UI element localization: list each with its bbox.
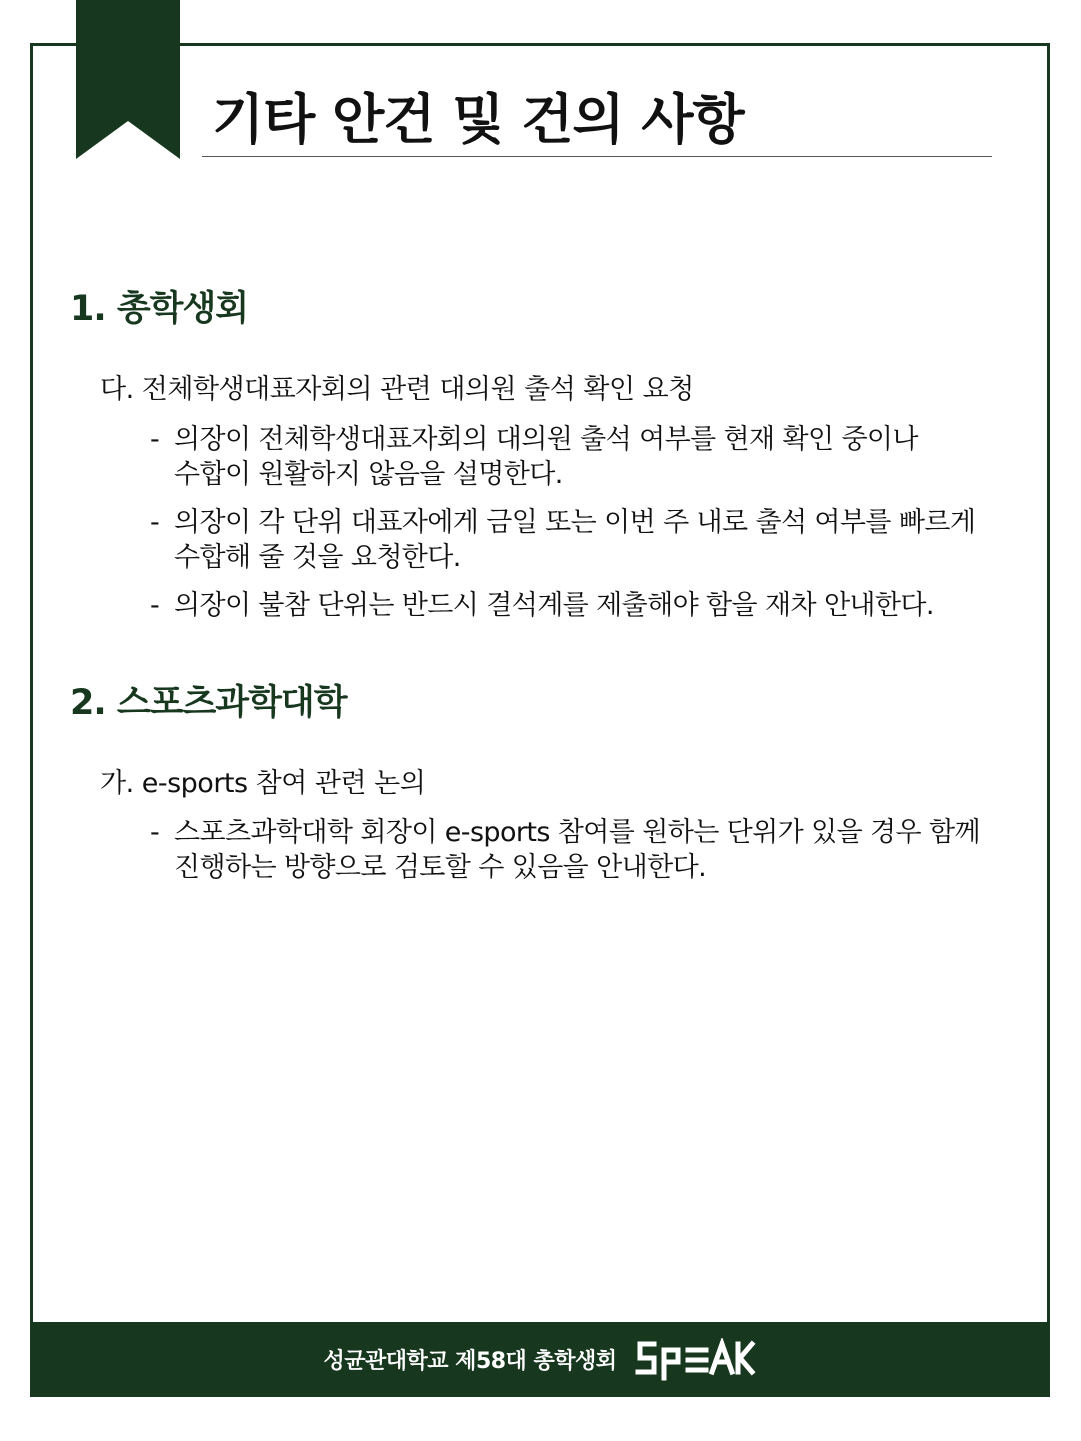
footer-bar xyxy=(30,1322,1050,1397)
bullet-line: 진행하는 방향으로 검토할 수 있음을 안내한다. xyxy=(174,852,707,883)
bullet-item xyxy=(150,815,1030,885)
section-title-sports-science: 2. 스포츠과학대학 xyxy=(70,683,347,723)
bullet-line: 수합이 원활하지 않음을 설명한다. xyxy=(174,459,563,490)
bullet-dash: - xyxy=(150,817,160,848)
bullet-line: 의장이 전체학생대표자회의 대의원 출석 여부를 현재 확인 중이나 xyxy=(174,424,918,455)
bullet-dash: - xyxy=(150,507,160,538)
footer-organization-text: 성균관대학교 제58대 총학생회 xyxy=(323,1349,617,1374)
bullet-line: 의장이 각 단위 대표자에게 금일 또는 이번 주 내로 출석 여부를 빠르게 xyxy=(174,507,976,538)
bookmark-ribbon-icon xyxy=(76,0,180,159)
section-subhead-esports: 가. e-sports 참여 관련 논의 xyxy=(100,768,426,799)
bullet-line: 스포츠과학대학 회장이 e-sports 참여를 원하는 단위가 있을 경우 함께 xyxy=(174,817,980,848)
section-subhead-attendance: 다. 전체학생대표자회의 관련 대의원 출석 확인 요청 xyxy=(100,374,694,405)
page-title: 기타 안건 및 건의 사항 xyxy=(212,88,744,151)
bullet-item xyxy=(150,422,1030,492)
bullet-item xyxy=(150,505,1030,575)
speak-logo-icon xyxy=(634,1338,756,1382)
bullet-line: 수합해 줄 것을 요청한다. xyxy=(174,542,461,573)
bullet-dash: - xyxy=(150,590,160,621)
bullet-line: 의장이 불참 단위는 반드시 결석계를 제출해야 함을 재차 안내한다. xyxy=(174,590,934,621)
bullet-item xyxy=(150,588,1030,623)
title-underline xyxy=(202,156,992,157)
section-title-student-council: 1. 총학생회 xyxy=(70,289,249,329)
bullet-dash: - xyxy=(150,424,160,455)
